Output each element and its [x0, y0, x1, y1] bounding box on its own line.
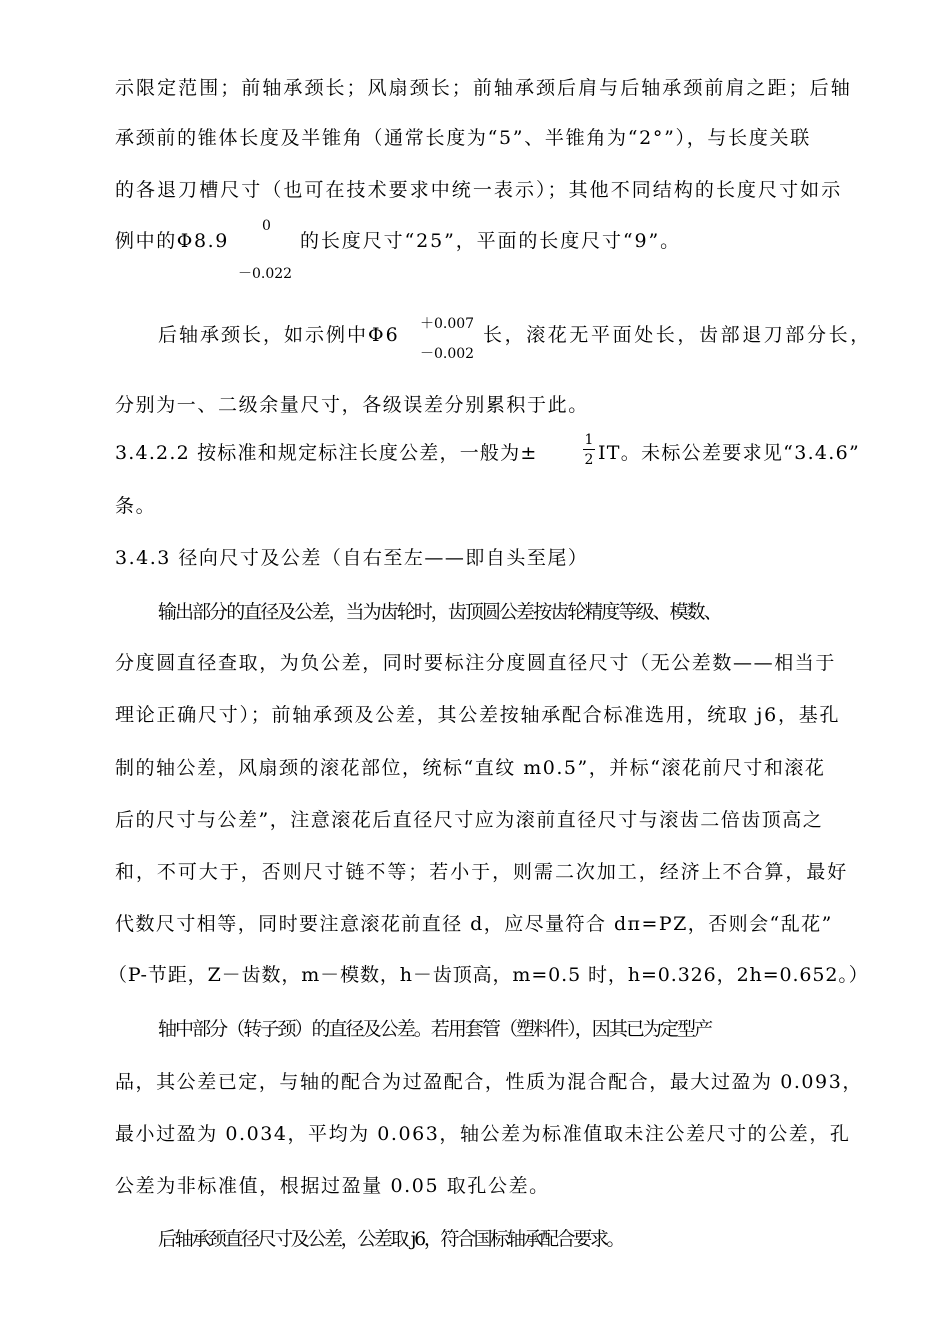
text-line: 代数尺寸相等，同时要注意滚花前直径 d，应尽量符合 dπ=PZ，否则会“乱花” [115, 913, 833, 935]
text-line: 公差为非标准值，根据过盈量 0.05 取孔公差。 [115, 1175, 550, 1197]
text-line: 输出部分的直径及公差，当为齿轮时，齿顶圆公差按齿轮精度等级、模数、 [158, 601, 721, 623]
text-line: 分度圆直径查取，为负公差，同时要标注分度圆直径尺寸（无公差数——相当于 [115, 652, 837, 674]
text-line: 理论正确尺寸）；前轴承颈及公差，其公差按轴承配合标准选用，统取 j6，基孔 [115, 704, 841, 726]
text-line: 条。 [115, 495, 157, 517]
text-line: 后轴承颈长，如示例中Φ6 [158, 324, 400, 346]
text-line: 品，其公差已定，与轴的配合为过盈配合，性质为混合配合，最大过盈为 0.093， [115, 1071, 863, 1093]
text-line: 示限定范围；前轴承颈长；风扇颈长；前轴承颈后肩与后轴承颈前肩之距；后轴 [115, 77, 852, 99]
text-line: IT。未标公差要求见“3.4.6” [598, 442, 861, 464]
text-line: （P-节距，Z－齿数，m－模数，h－齿顶高，m=0.5 时，h=0.326，2h=0.652。） [108, 964, 869, 986]
text-line: 制的轴公差，风扇颈的滚花部位，统标“直纹 m0.5”，并标“滚花前尺寸和滚花 [115, 757, 826, 779]
tolerance-lower: －0.002 [420, 346, 475, 362]
tolerance-upper: 0 [262, 218, 271, 234]
tolerance-upper: ＋0.007 [420, 316, 475, 332]
text-line: 后轴承颈直径尺寸及公差，公差取 j6，符合国标轴承配合要求。 [158, 1228, 624, 1250]
text-line: 后的尺寸与公差”，注意滚花后直径尺寸应为滚前直径尺寸与滚齿二倍齿顶高之 [115, 809, 824, 831]
text-line: 长，滚花无平面处长，齿部退刀部分长， [483, 324, 872, 346]
text-line: 的各退刀槽尺寸（也可在技术要求中统一表示）；其他不同结构的长度尺寸如示 [115, 179, 843, 201]
text-line: 的长度尺寸“25”，平面的长度尺寸“9”。 [300, 230, 682, 252]
text-line: 3.4.2.2 按标准和规定标注长度公差，一般为± [115, 442, 538, 464]
text-line: 轴中部分（转子颈）的直径及公差。若用套管（塑料件），因其已为定型产 [158, 1018, 712, 1040]
text-line: 和，不可大于，否则尺寸链不等；若小于，则需二次加工，经济上不合算，最好 [115, 861, 849, 883]
text-line: 例中的Φ8.9 [115, 230, 229, 252]
text-line: 承颈前的锥体长度及半锥角（通常长度为“5”、半锥角为“2°”），与长度关联 [115, 127, 811, 149]
section-heading: 3.4.3 径向尺寸及公差（自右至左——即自头至尾） [115, 547, 589, 569]
text-line: 最小过盈为 0.034，平均为 0.063，轴公差为标准值取未注公差尺寸的公差，孔 [115, 1123, 851, 1145]
fraction-numerator: 1 [584, 432, 594, 448]
fraction-denominator: 2 [584, 452, 594, 468]
text-line: 分别为一、二级余量尺寸，各级误差分别累积于此。 [115, 394, 589, 416]
fraction-bar [583, 449, 595, 450]
tolerance-lower: －0.022 [238, 266, 293, 282]
